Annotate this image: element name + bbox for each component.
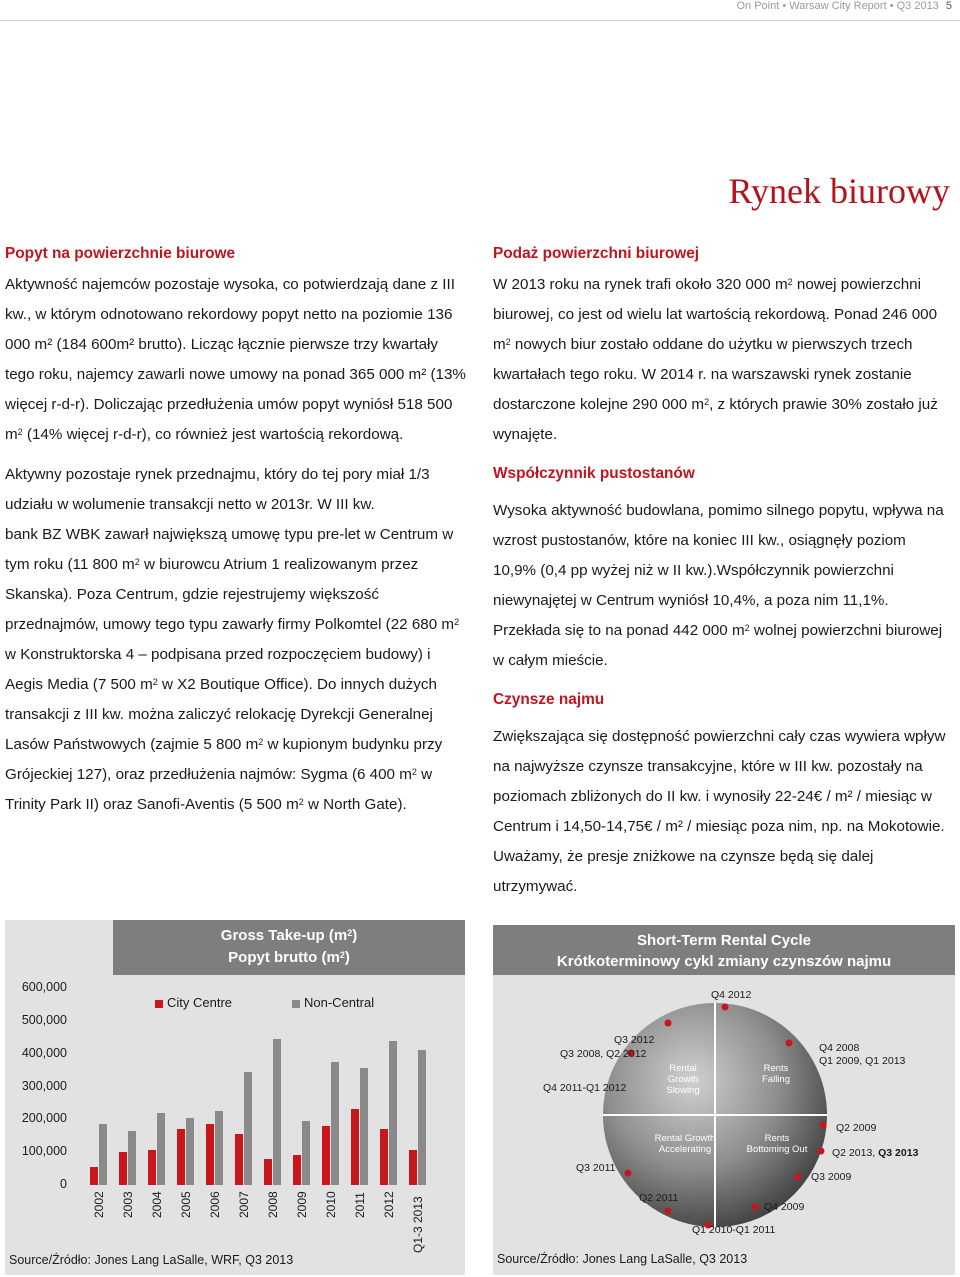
x-tick-label: 2004 [150,1191,164,1218]
legend-city-centre: City Centre [155,995,232,1010]
bar-non-central-2004 [157,1113,165,1185]
label-q3-2011: Q3 2011 [576,1162,616,1174]
heading-rents: Czynsze najmu [493,691,605,708]
bar-non-central-2012 [389,1041,397,1185]
rental-cycle-globe [493,925,955,1275]
marker-q3-2009 [795,1174,802,1181]
bar-city-centre-2006 [206,1124,214,1185]
bar-city-centre-2004 [148,1150,156,1185]
y-tick-label: 0 [60,1177,67,1191]
legend-swatch-noncentral [292,1000,300,1008]
label-q2-2009: Q2 2009 [836,1122,877,1134]
quadrant-accelerating: Rental Growth Accelerating [654,1133,716,1155]
marker-q4-2009 [752,1204,759,1211]
x-tick-label: 2009 [295,1191,309,1218]
bar-city-centre-2005 [177,1129,185,1185]
bar-city-centre-Q1-3-2013 [409,1150,417,1185]
bar-non-central-2006 [215,1111,223,1185]
y-tick-label: 300,000 [21,1078,67,1093]
heading-vacancy: Współczynnik pustostanów [493,465,695,482]
label-q4-2009: Q4 2009 [764,1201,805,1213]
x-tick-label: 2011 [353,1192,367,1218]
running-title: On Point • Warsaw City Report • Q3 2013 [736,0,939,12]
label-q4-2011-q1-2012: Q4 2011-Q1 2012 [543,1082,627,1094]
prelet-paragraph: Aktywny pozostaje rynek przednajmu, który do tej pory miał 1/3 udziału w wolumenie transakcji netto w 2013r. W III kw. [5,466,430,513]
legend-non-central: Non-Central [292,995,374,1010]
label-q4-2012: Q4 2012 [711,989,752,1001]
right-column [493,240,953,902]
marker-q3-2011 [625,1170,632,1177]
bar-city-centre-2007 [235,1134,243,1185]
label-q3-2012: Q3 2012 [614,1034,655,1046]
bar-city-centre-2008 [264,1159,272,1185]
x-tick-label: 2012 [382,1191,396,1218]
marker-q4-2008 [786,1040,793,1047]
y-tick-label: 600,000 [21,980,67,994]
transactions-paragraph: bank BZ WBK zawarł największą umowę typu pre-let w Centrum w tym roku (11 800 $m^2$ w biurowcu Atrium 1 realizowanym przez Skanska). Poza Centrum, gdzie rejestrujemy większość przednajmów, umowy tego typu zawarły firmy Polkomtel (22 680 $m^2$ w Konstruktorska 4 – podpisana przed rozpoczęciem budowy) i Aegis Media (7 500 $m^2$ w X2 Boutique Office). Do innych dużych transakcji z III kw. można zaliczyć relokację Dyrekcji Generalnej Lasów Państwowych (zajmie 5 800 $m^2$ w kupionym budynku przy Grójeckiej 127), oraz przedłużenia najmów: Sygma (6 400 $m^2$ w Trinity Park II) oraz Sanofi-Aventis (5 500 $m^2$ w North Gate). [5,526,460,813]
x-tick-label: 2007 [237,1191,251,1218]
left-column [5,240,470,820]
bar-city-centre-2003 [119,1152,127,1185]
marker-q2-2011 [665,1208,672,1215]
rental-cycle-title: Short-Term Rental Cycle Krótkoterminowy cykl zmiany czynszów najmu [493,925,955,975]
takeup-chart [5,920,465,1275]
bar-city-centre-2010 [322,1126,330,1185]
x-tick-label: 2002 [92,1191,106,1218]
y-tick-label: 100,000 [21,1144,67,1159]
bar-non-central-Q1-3-2013 [418,1050,426,1185]
rental-cycle-source: Source/Źródło: Jones Lang LaSalle, Q3 2013 [497,1252,748,1266]
legend-swatch-city [155,1000,163,1008]
bar-city-centre-2011 [351,1109,359,1185]
section-title: Rynek biurowy [728,171,950,211]
rents-paragraph: Zwiększająca się dostępność powierzchni cały czas wywiera wpływ na najwyższe czynsze transakcyjne, które w III kw. pozostały na poziomach zbliżonych do II kw. i wynosiły 22-24€ / m² / miesiąc w Centrum i 14,50-14,75€ / m² / miesiąc poza nim, np. na Mokotowie. Uważamy, że presje zniżkowe na czynsze będą się dalej utrzymywać. [493,728,946,895]
rental-cycle-chart [493,925,955,1275]
x-tick-label: 2006 [208,1191,222,1218]
bar-city-centre-2002 [90,1167,98,1185]
running-header [736,0,952,12]
bar-non-central-2010 [331,1062,339,1185]
supply-paragraph: W 2013 roku na rynek trafi około 320 000 $m^2$ nowej powierzchni biurowej, co jest od wielu lat wartością rekordową. Ponad 246 000 $m^2$ nowych biur zostało oddane do użytku w pierwszych trzech kwartałach tego roku. W 2014 r. na warszawski rynek zostanie dostarczone kolejne 290 000 $m^2$, z których prawie 30% zostało już wynajęte. [493,276,938,443]
quadrant-bottoming: Rents Bottoming Out [746,1133,808,1155]
x-tick-label: 2003 [121,1191,135,1218]
takeup-chart-title: Gross Take-up $(m^2)$ Popyt brutto $(m^2)$ [113,920,465,975]
demand-paragraph: Aktywność najemców pozostaje wysoka, co potwierdzają dane z III kw., w którym odnotowano rekordowy popyt netto na poziomie 136 000 m² (184 600m² brutto). Licząc łącznie pierwsze trzy kwartały tego roku, najemcy zawarli nowe umowy na ponad 365 000 m² (13% więcej r-d-r). Doliczając przedłużenia umów popyt wyniósł 518 500 $m^2$ (14% więcej r-d-r), co również jest wartością rekordową. [5,276,466,443]
takeup-source: Source/Źródło: Jones Lang LaSalle, WRF, Q3 2013 [9,1253,294,1267]
label-q1-2009-q1-2013: Q1 2009, Q1 2013 [819,1055,906,1067]
label-q2-2011: Q2 2011 [639,1192,679,1204]
x-tick-label: 2005 [179,1191,193,1218]
marker-q2-q3-2013 [818,1148,825,1155]
bar-non-central-2002 [99,1124,107,1185]
vacancy-paragraph: Wysoka aktywność budowlana, pomimo silnego popytu, wpływa na wzrost pustostanów, które na koniec III kw., osiągnęły poziom 10,9% (0,4 pp wyżej niż w II kw.).Współczynnik powierzchni niewynajętej w Centrum wyniósł 10,4%, a poza nim 11,1%. Przekłada się to na ponad 442 000 $m^2$ wolnej powierzchni biurowej w całym mieście. [493,502,944,669]
x-tick-label: Q1-3 2013 [411,1196,425,1253]
y-tick-label: 200,000 [21,1111,67,1126]
quadrant-slowing: Rental Growth Slowing [666,1063,700,1096]
header-divider [0,20,960,21]
heading-supply: Podaż powierzchni biurowej [493,245,700,262]
x-tick-label: 2010 [324,1191,338,1218]
bar-city-centre-2012 [380,1129,388,1185]
x-tick-label: 2008 [266,1191,280,1218]
label-q4-2008: Q4 2008 [819,1042,860,1054]
marker-q2-2009 [820,1122,827,1129]
page-number: 5 [945,0,952,12]
bar-city-centre-2009 [293,1155,301,1185]
label-q1-2010-q1-2011: Q1 2010-Q1 2011 [692,1224,776,1236]
marker-q3-2012 [665,1020,672,1027]
bar-non-central-2009 [302,1121,310,1185]
bar-non-central-2005 [186,1118,194,1185]
y-tick-label: 500,000 [21,1012,67,1027]
y-tick-label: 400,000 [21,1045,67,1060]
label-q2-q3-2013: Q2 2013, Q3 2013 [832,1147,919,1159]
label-q3-2009: Q3 2009 [811,1171,852,1183]
marker-q4-2012 [722,1004,729,1011]
bar-non-central-2008 [273,1039,281,1185]
bar-non-central-2011 [360,1068,368,1185]
bar-non-central-2007 [244,1072,252,1185]
bar-non-central-2003 [128,1131,136,1185]
heading-demand: Popyt na powierzchnie biurowe [5,245,236,262]
quadrant-falling: Rents Falling [762,1063,790,1085]
label-q3-2008-q2-2012: Q3 2008, Q2 2012 [560,1048,647,1060]
